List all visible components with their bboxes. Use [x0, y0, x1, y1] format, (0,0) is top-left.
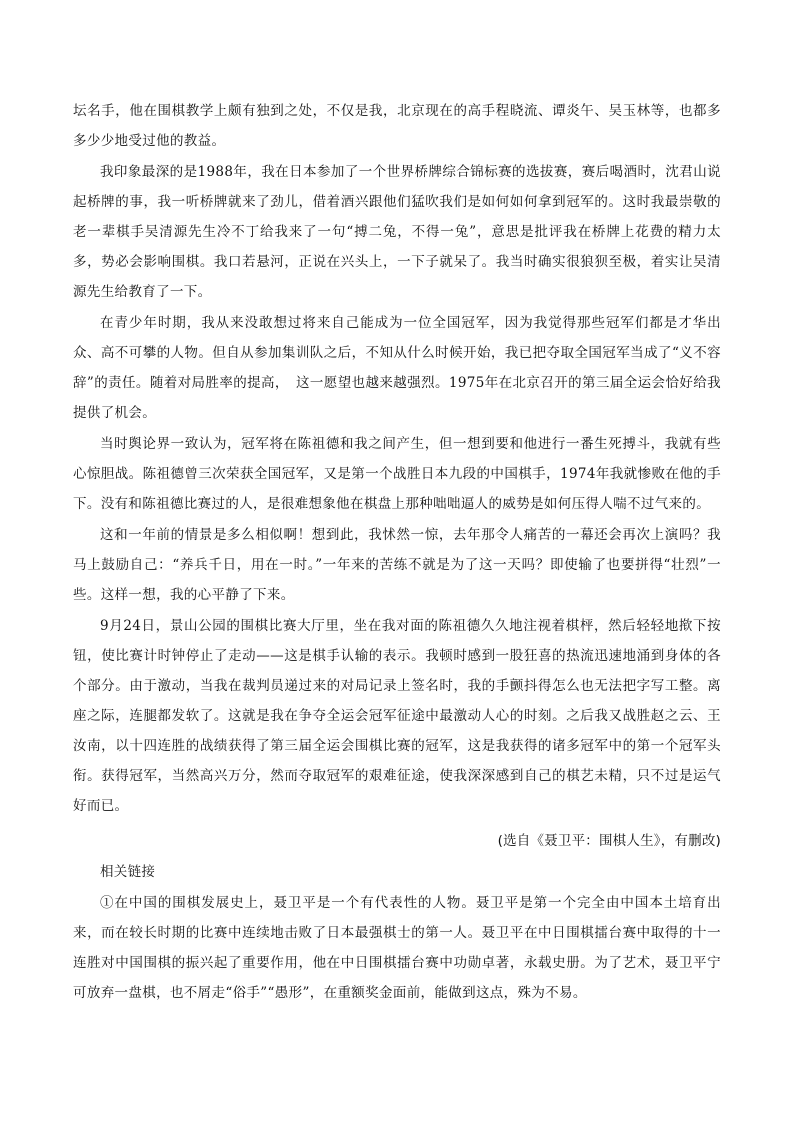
paragraph-5: 这和一年前的情景是多么相似啊！想到此，我怵然一惊，去年那令人痛苦的一幕还会再次上演吗？我马上鼓励自己：“养兵千日，用在一时。”一年来的苦练不就是为了这一天吗？即使输了也要拼得“壮烈”一些。这样一想，我的心平静了下来。	[73, 527, 721, 603]
document-body	[73, 96, 721, 1008]
source-citation: (选自《聂卫平：围棋人生》，有删改)	[497, 833, 721, 849]
paragraph-4: 当时舆论界一致认为，冠军将在陈祖德和我之间产生，但一想到要和他进行一番生死搏斗，我就有些心惊胆战。陈祖德曾三次荣获全国冠军，又是第一个战胜日本九段的中国棋手，1974年我就惨败在他的手下。没有和陈祖德比赛过的人，是很难想象他在棋盘上那种咄咄逼人的威势是如何压得人喘不过气来的。	[73, 436, 721, 512]
paragraph-3: 在青少年时期，我从来没敢想过将来自己能成为一位全国冠军，因为我觉得那些冠军们都是才华出众、高不可攀的人物。但自从参加集训队之后，不知从什么时候开始，我已把夺取全国冠军当成了“义不容辞”的责任。随着对局胜率的提高， 这一愿望也越来越强烈。1975年在北京召开的第三届全运会恰好给我提供了机会。	[73, 315, 721, 421]
paragraph-2: 我印象最深的是1988年，我在日本参加了一个世界桥牌综合锦标赛的选拔赛，赛后喝酒时，沈君山说起桥牌的事，我一听桥牌就来了劲儿，借着酒兴跟他们猛吹我们是如何如何拿到冠军的。这时我最崇敬的老一辈棋手吴清源先生冷不丁给我来了一句“搏二兔，不得一兔”，意思是批评我在桥牌上花费的精力太多，势必会影响围棋。我口若悬河，正说在兴头上，一下子就呆了。我当时确实很狼狈至极，着实让吴清源先生给教育了一下。	[73, 164, 721, 300]
related-links-heading: 相关链接	[100, 864, 156, 880]
related-link-paragraph-1: ①在中国的围棋发展史上，聂卫平是一个有代表性的人物。聂卫平是第一个完全由中国本土培育出来，而在较长时期的比赛中连续地击败了日本最强棋士的第一人。聂卫平在中日围棋擂台赛中取得的十一连胜对中国围棋的振兴起了重要作用，他在中日围棋擂台赛中功勋卓著，永载史册。为了艺术，聂卫平宁可放弃一盘棋，也不屑走“俗手”“愚形”，在重额奖金面前，能做到这点，殊为不易。	[73, 895, 721, 1001]
paragraph-1: 坛名手，他在围棋教学上颇有独到之处，不仅是我，北京现在的高手程晓流、谭炎午、吴玉林等，也都多多少少地受过他的教益。	[73, 103, 721, 149]
paragraph-6: 9月24日，景山公园的围棋比赛大厅里，坐在我对面的陈祖德久久地注视着棋枰，然后轻轻地揿下按钮，使比赛计时钟停止了走动——这是棋手认输的表示。我顿时感到一股狂喜的热流迅速地涌到身体的各个部分。由于激动，当我在裁判员递过来的对局记录上签名时，我的手颤抖得怎么也无法把字写工整。离座之际，连腿都发软了。这就是我在争夺全运会冠军征途中最激动人心的时刻。之后我又战胜赵之云、王汝南，以十四连胜的战绩获得了第三届全运会围棋比赛的冠军，这是我获得的诸多冠军中的第一个冠军头衔。获得冠军，当然高兴万分，然而夺取冠军的艰难征途，使我深深感到自己的棋艺未精，只不过是运气好而已。	[73, 618, 721, 814]
